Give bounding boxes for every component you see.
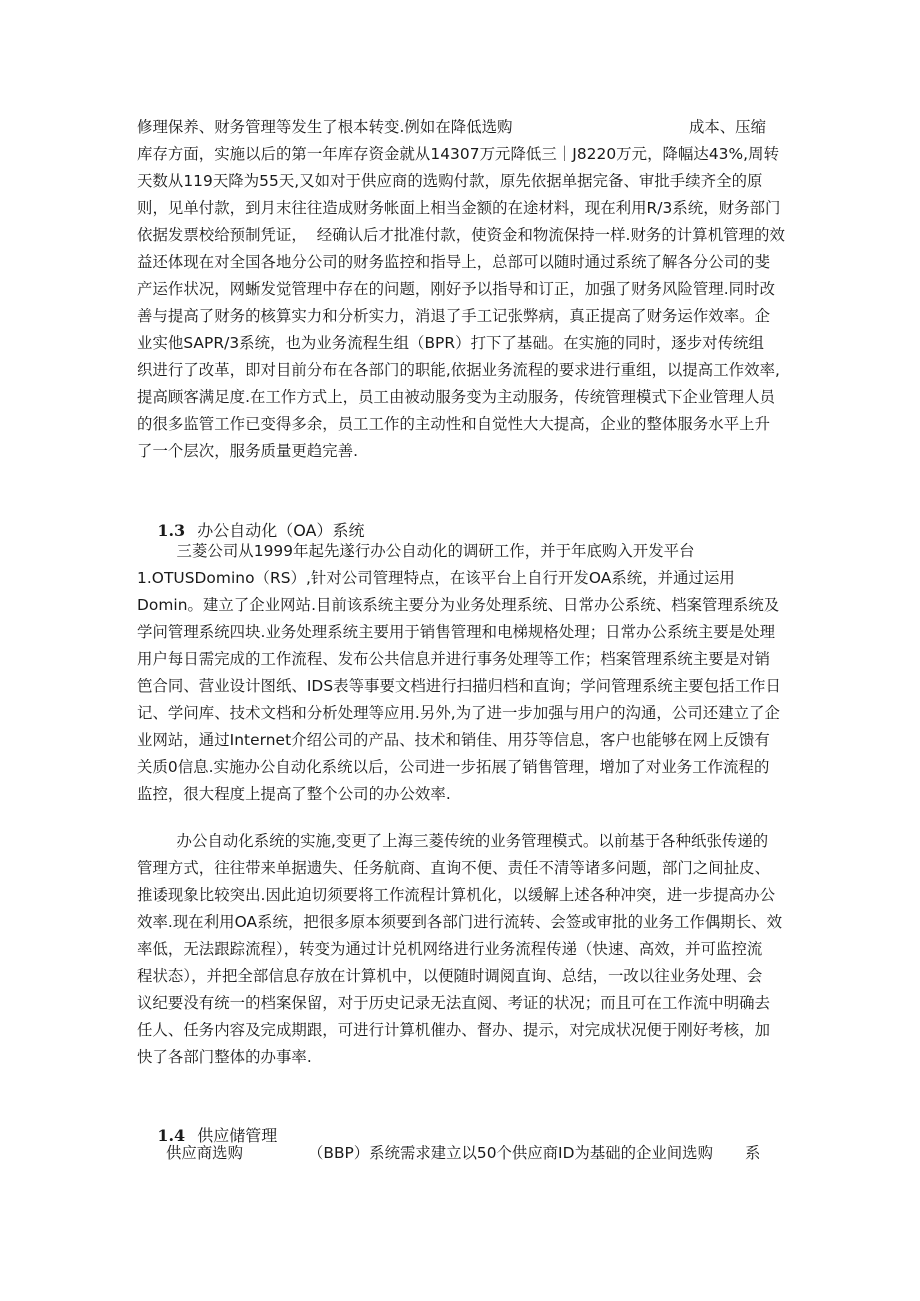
text-fragment: （BBP）系统需求建立以50个供应商ID为基础的企业间选购	[308, 1144, 713, 1162]
text-line: 办公自动化系统的实施,变更了上海三菱传统的业务管理模式。以前基于各种纸张传递的	[137, 832, 769, 850]
section-number: 1.4	[157, 1126, 186, 1145]
text-line: 程状态），并把全部信息存放在计算机中，以便随时调阅直询、总结，一改以往业务处理、会	[137, 967, 763, 985]
text-line: Domin。建立了企业网站.目前该系统主要分为业务处理系统、日常办公系统、档案管理系统及	[137, 596, 780, 614]
text-line: 用户每日需完成的工作流程、发布公共信息并进行事务处理等工作；档案管理系统主要是对销	[137, 650, 771, 668]
text-line: 1.OTUSDomino（RS）,针对公司管理特点，在该平台上自行开发OA系统，并通过运用	[137, 569, 735, 587]
text-line: 产运作状况，网蜥发觉管理中存在的问题，刚好予以指导和订正，加强了财务风险管理.同时改	[137, 280, 776, 298]
section-title: 办公自动化（OA）系统	[197, 521, 365, 540]
section-number: 1.3	[157, 521, 186, 540]
text-line: 了一个层次，服务质量更趋完善.	[137, 442, 359, 460]
text-line: 管理方式，往往带来单据遗失、任务航商、直询不便、责任不清等诸多问题，部门之间扯皮、	[137, 859, 771, 877]
text-line: 库存方面，实施以后的第一年库存资金就从14307万元降低三｜J8220万元，降幅达43%,周转	[137, 145, 780, 163]
text-line: 学问管理系统四块.业务处理系统主要用于销售管理和电梯规格处理；日常办公系统主要是处理	[137, 623, 776, 641]
text-line: 天数从119天降为55天,又如对于供应商的选购付款，原先依据单据完备、审批手续齐全的原	[137, 172, 763, 190]
text-line: 任人、任务内容及完成期跟，可进行计算机催办、督办、提示，对完成状况便于刚好考核，加	[137, 1021, 771, 1039]
text-line: 业实他SAPR/3系统，也为业务流程生组（BPR）打下了基础。在实施的同时，逐步对传统组	[137, 334, 764, 352]
text-fragment: 成本、压缩	[689, 118, 766, 136]
text-line: 笆合同、营业设计图纸、IDS表等事要文档进行扫描归档和直询；学问管理系统主要包括工作日	[137, 677, 781, 695]
text-line: 业网站，通过Internet介绍公司的产品、技术和销佳、用芬等信息，客户也能够在网上反馈有	[137, 731, 770, 749]
text-fragment: 供应商选购	[166, 1144, 243, 1162]
text-line: 推诿现象比较突出.因此迫切须要将工作流程计算机化，以缓解上述各种冲突，进一步提高办公	[137, 886, 776, 904]
text-line: 的很多监管工作已变得多余，员工工作的主动性和自觉性大大提高，企业的整体服务水平上升	[137, 415, 771, 433]
text-fragment: 系	[745, 1144, 761, 1162]
text-line: 议纪要没有统一的档案保留，对于历史记录无法直阅、考证的状况；而且可在工作流中明确去	[137, 994, 771, 1012]
text-line: 监控，很大程度上提高了整个公司的办公效率.	[137, 785, 451, 803]
text-line: 善与提高了财务的核算实力和分析实力，消退了手工记张弊病，真正提高了财务运作效率。企	[137, 307, 771, 325]
text-line: 则，见单付款，到月末往往造成财务帐面上相当金额的在途材料，现在利用R/3系统，财务部门	[137, 199, 781, 217]
text-line: 效率.现在利用OA系统，把很多原本须要到各部门进行流转、会签或审批的业务工作偶期长、效	[137, 913, 783, 931]
text-line: 率低，无法跟踪流程），转变为通过计兑机网络进行业务流程传递（快速、高效，并可监控流	[137, 940, 763, 958]
section-title: 供应储管理	[197, 1126, 278, 1145]
text-line: 记、学问库、技术文档和分析处理等应用.另外,为了进一步加强与用户的沟通，公司还建立了企	[137, 704, 780, 722]
text-line: 三菱公司从1999年起先遂行办公自动化的调研工作，并于年底购入开发平台	[137, 542, 695, 560]
text-line: 益还体现在对全国各地分公司的财务监控和指导上，总部可以随时通过系统了解各分公司的斐	[137, 253, 771, 271]
text-line: 快了各部门整体的办事率.	[137, 1048, 312, 1066]
text-line: 提高顾客满足度.在工作方式上，员工由被动服务变为主动服务，传统管理模式下企业管理人员	[137, 388, 776, 406]
text-line: 织进行了改革，即对目前分布在各部门的职能,依据业务流程的要求进行重组，以提高工作效率,	[137, 361, 780, 379]
text-line: 修理保养、财务管理等发生了根本转变.例如在降低选购	[137, 118, 513, 136]
text-line: 关质0信息.实施办公自动化系统以后，公司进一步拓展了销售管理，增加了对业务工作流程的	[137, 758, 770, 776]
text-line: 依据发票校给预制凭证， 经确认后才批准付款，使资金和物流保持一样.财务的计算机管理的效	[137, 226, 785, 244]
